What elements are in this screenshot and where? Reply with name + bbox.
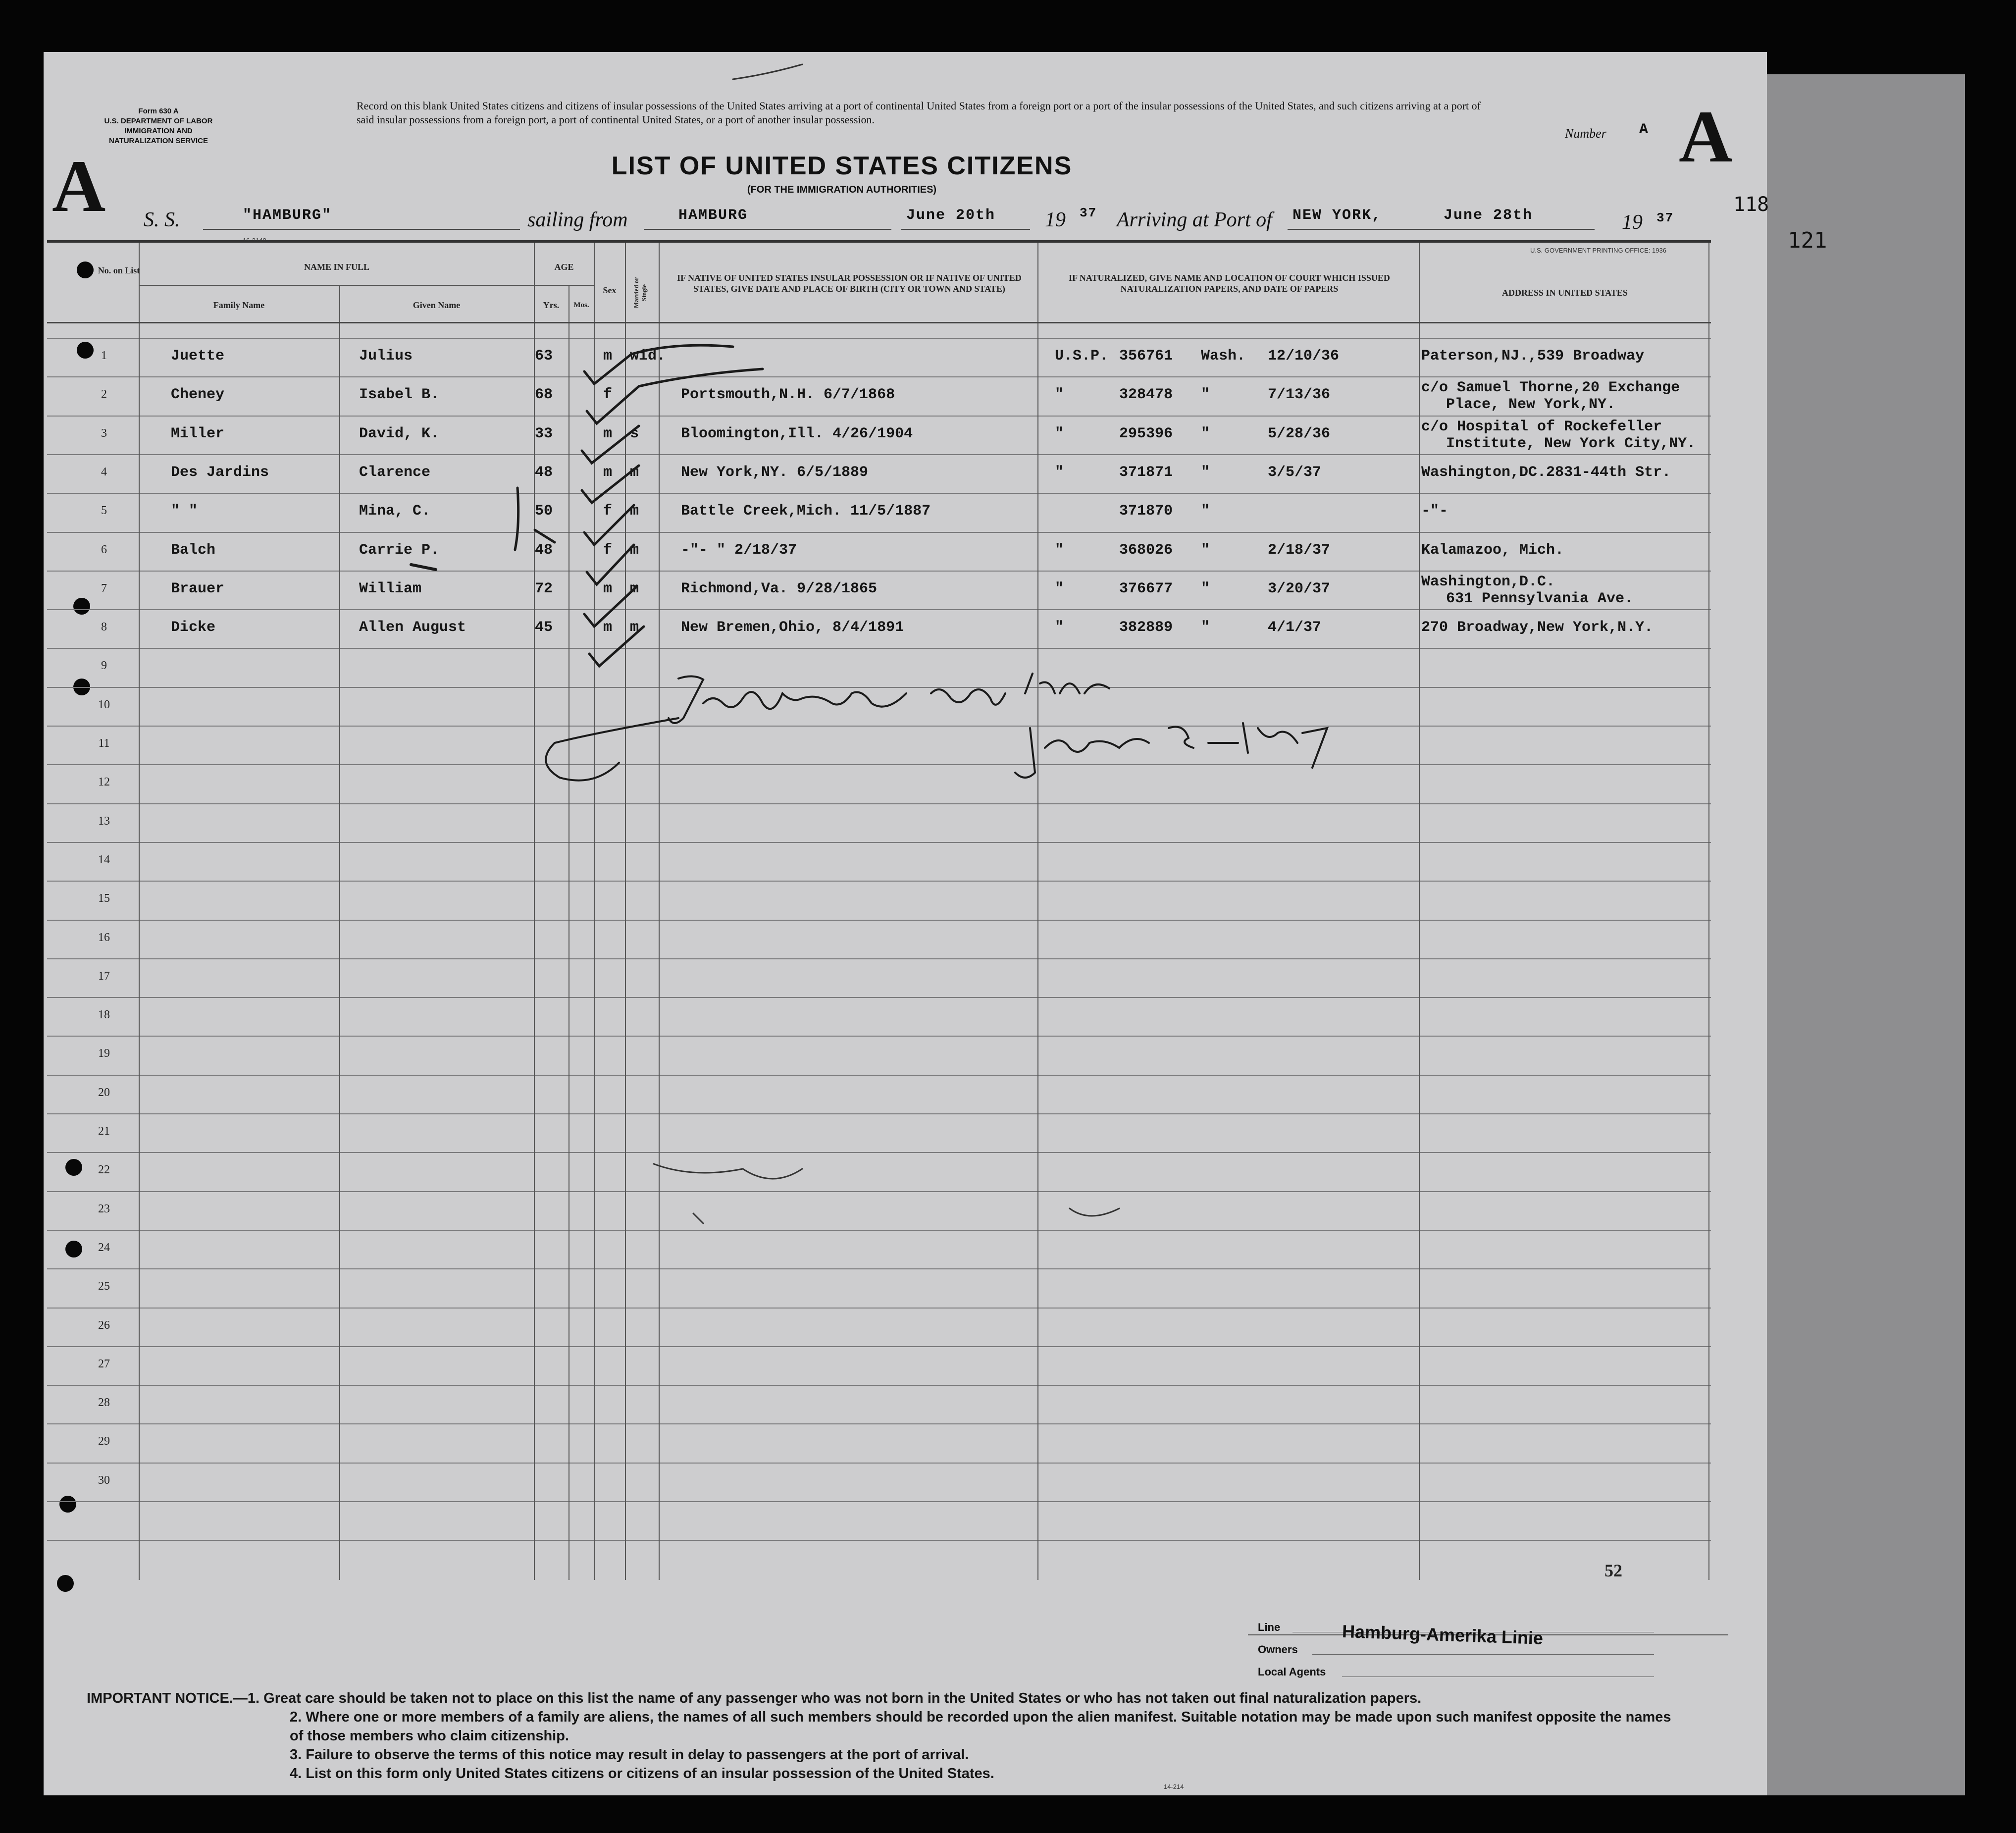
address-cell: Washington,D.C.	[1421, 573, 1555, 590]
age-cell: 72	[535, 580, 553, 597]
row-number: 20	[98, 1086, 110, 1099]
age-cell: 48	[535, 464, 553, 481]
family-name-cell: Cheney	[171, 386, 225, 404]
address-cell: Washington,DC.2831-44th Str.	[1421, 464, 1671, 481]
number-label: Number	[1565, 126, 1606, 141]
family-name-cell: Brauer	[171, 580, 225, 597]
family-name-cell: Miller	[171, 425, 225, 442]
court-cell: "	[1055, 425, 1064, 442]
arriving-label: Arriving at Port of	[1117, 209, 1272, 231]
address-cell: -"-	[1421, 503, 1448, 520]
address-cell-2: 631 Pennsylvania Ave.	[1446, 590, 1634, 607]
list-letter-left: A	[52, 145, 106, 227]
court-location-cell: "	[1201, 464, 1210, 481]
marital-cell: s	[630, 425, 639, 442]
address-cell-2: Place, New York,NY.	[1446, 396, 1616, 414]
row-number: 9	[101, 659, 107, 673]
age-cell: 48	[535, 541, 553, 559]
arriving-year: 37	[1656, 210, 1674, 225]
row-number: 5	[101, 504, 107, 518]
address-cell: c/o Hospital of Rockefeller	[1421, 418, 1662, 435]
row-number: 12	[98, 776, 110, 789]
sex-cell: m	[603, 425, 613, 442]
underline	[1342, 1676, 1654, 1677]
row-number: 29	[98, 1435, 110, 1448]
given-name-cell: Isabel B.	[359, 386, 440, 404]
paper-number-cell: 371870	[1119, 503, 1173, 520]
address-cell: Paterson,NJ.,539 Broadway	[1421, 348, 1645, 365]
age-cell: 50	[535, 503, 553, 520]
faint-marks	[654, 64, 1119, 1223]
sex-cell: m	[603, 619, 613, 636]
col-given-name: Given Name	[413, 300, 461, 310]
court-cell: "	[1055, 464, 1064, 481]
line-label: Line	[1258, 1621, 1281, 1633]
strike-mark	[535, 530, 555, 542]
owners-label: Owners	[1258, 1643, 1298, 1656]
important-notice	[87, 1689, 1671, 1783]
col-yrs: Yrs.	[543, 300, 560, 310]
page-number: 118	[1733, 193, 1769, 216]
sex-cell: m	[603, 348, 613, 365]
paper-number-cell: 328478	[1119, 386, 1173, 404]
check-mark	[582, 466, 639, 503]
age-cell: 68	[535, 386, 553, 404]
col-naturalized: IF NATURALIZED, GIVE NAME AND LOCATION OF COURT WHICH ISSUED NATURALIZATION PAPERS, AND DATE OF PAPERS	[1069, 273, 1390, 294]
row-number: 3	[101, 426, 107, 440]
paper-number-cell: 356761	[1119, 348, 1173, 365]
local-agents-label: Local Agents	[1258, 1666, 1326, 1678]
arriving-port: NEW YORK,	[1292, 207, 1382, 224]
given-name-cell: David, K.	[359, 425, 440, 442]
page-title: LIST OF UNITED STATES CITIZENS	[611, 152, 1073, 180]
row-number: 17	[98, 969, 110, 983]
arriving-date: June 28th	[1444, 207, 1533, 224]
paper-date-cell: 12/10/36	[1268, 348, 1340, 365]
col-mos: Mos.	[573, 301, 589, 309]
paper-number-cell: 368026	[1119, 541, 1173, 559]
year-prefix: 19	[1622, 211, 1643, 234]
given-name-cell: Carrie P.	[359, 541, 440, 559]
strike-mark	[411, 565, 436, 570]
sex-cell: f	[603, 503, 613, 520]
col-address: ADDRESS IN UNITED STATES	[1502, 288, 1628, 298]
row-number: 6	[101, 543, 107, 556]
page-subtitle: (FOR THE IMMIGRATION AUTHORITIES)	[747, 184, 937, 195]
family-name-cell: Dicke	[171, 619, 216, 636]
given-name-cell: Mina, C.	[359, 503, 431, 520]
row-number: 18	[98, 1008, 110, 1022]
birth-cell: New Bremen,Ohio, 8/4/1891	[681, 619, 904, 636]
record-instructions: Record on this blank United States citizens and citizens of insular possessions of the United States arriving at a port of continental United States from a foreign port or a port of the insular possessions of the United States, and such citizens arriving at a port of said insular possessions from a foreign port, a port of continental United States, or a port of another insular possession.	[357, 100, 1481, 126]
court-location-cell: "	[1201, 541, 1210, 559]
row-number: 4	[101, 465, 107, 478]
col-birth: IF NATIVE OF UNITED STATES INSULAR POSSESSION OR IF NATIVE OF UNITED STATES, GIVE DATE AND PLACE OF BIRTH (CITY OR TOWN AND STATE)	[677, 273, 1022, 294]
bracket-mark	[515, 488, 518, 550]
row-number: 1	[101, 349, 107, 362]
check-mark	[582, 426, 639, 463]
gov-print: U.S. GOVERNMENT PRINTING OFFICE: 1936	[1530, 247, 1666, 254]
notice-item: 3. Failure to observe the terms of this notice may result in delay to passengers at the port of arrival.	[290, 1747, 969, 1763]
sex-cell: f	[603, 541, 613, 559]
paper-date-cell: 4/1/37	[1268, 619, 1322, 636]
ship-name: "HAMBURG"	[243, 207, 332, 224]
check-marks	[411, 345, 763, 666]
col-family-name: Family Name	[213, 300, 265, 310]
row-number: 13	[98, 814, 110, 828]
birth-cell: New York,NY. 6/5/1889	[681, 464, 869, 481]
row-number: 26	[98, 1318, 110, 1332]
paper-date-cell: 3/5/37	[1268, 464, 1322, 481]
row-number: 15	[98, 892, 110, 905]
row-number: 7	[101, 581, 107, 595]
birth-cell: Richmond,Va. 9/28/1865	[681, 580, 878, 597]
row-number: 11	[98, 737, 110, 750]
sex-cell: m	[603, 464, 613, 481]
court-location-cell: "	[1201, 619, 1210, 636]
row-number: 10	[98, 698, 110, 711]
col-name-in-full: NAME IN FULL	[304, 262, 369, 272]
col-married: Married or Single	[632, 277, 648, 309]
service-line: NATURALIZATION SERVICE	[108, 137, 208, 145]
paper-number-cell: 382889	[1119, 619, 1173, 636]
court-cell: "	[1055, 619, 1064, 636]
paper-number-cell: 371871	[1119, 464, 1173, 481]
birth-cell: Battle Creek,Mich. 11/5/1887	[681, 503, 931, 520]
court-location-cell: "	[1201, 425, 1210, 442]
notice-code: 14-214	[1164, 1783, 1184, 1790]
row-number: 2	[101, 388, 107, 401]
court-cell: "	[1055, 386, 1064, 404]
given-name-cell: William	[359, 580, 422, 597]
notice-item: —1. Great care should be taken not to place on this list the name of any passenger who was not born in the United States or who has not taken out final naturalization papers.	[233, 1690, 1422, 1706]
row-number: 21	[98, 1125, 110, 1138]
check-mark	[587, 369, 763, 423]
age-cell: 63	[535, 348, 553, 365]
birth-cell: Bloomington,Ill. 4/26/1904	[681, 425, 913, 442]
address-cell: 270 Broadway,New York,N.Y.	[1421, 619, 1654, 636]
col-no: No. on List	[98, 265, 140, 275]
col-age: AGE	[554, 262, 574, 272]
sailing-date: June 20th	[906, 207, 996, 224]
list-letter-right: A	[1679, 96, 1733, 178]
row-number: 30	[98, 1473, 110, 1487]
sex-cell: f	[603, 386, 613, 404]
ship-prefix: S. S.	[144, 209, 180, 231]
court-location-cell: "	[1201, 386, 1210, 404]
paper-number-cell: 376677	[1119, 580, 1173, 597]
address-cell: c/o Samuel Thorne,20 Exchange	[1421, 379, 1680, 397]
address-cell-2: Institute, New York City,NY.	[1446, 435, 1696, 452]
year-prefix: 19	[1045, 209, 1066, 231]
row-number: 23	[98, 1202, 110, 1215]
handwritten-signature	[546, 674, 1327, 781]
department: U.S. DEPARTMENT OF LABOR	[104, 117, 213, 125]
court-location-cell: "	[1201, 580, 1210, 597]
age-cell: 33	[535, 425, 553, 442]
row-number: 22	[98, 1163, 110, 1177]
given-name-cell: Julius	[359, 348, 413, 365]
court-cell: "	[1055, 541, 1064, 559]
address-cell: Kalamazoo, Mich.	[1421, 541, 1564, 559]
sailing-year: 37	[1080, 206, 1097, 220]
row-number: 14	[98, 853, 110, 866]
check-mark	[584, 587, 636, 627]
sailing-from: HAMBURG	[678, 207, 748, 224]
age-cell: 45	[535, 619, 553, 636]
family-name-cell: Balch	[171, 541, 216, 559]
row-number: 24	[98, 1241, 110, 1254]
check-mark	[584, 505, 634, 545]
family-name-cell: Juette	[171, 348, 225, 365]
check-mark	[587, 545, 634, 584]
paper-date-cell: 7/13/36	[1268, 386, 1331, 404]
birth-cell: Portsmouth,N.H. 6/7/1868	[681, 386, 895, 404]
notice-item: 4. List on this form only United States citizens or citizens of an insular possession of the United States.	[290, 1766, 994, 1781]
underline	[1312, 1654, 1654, 1655]
family-name-cell: Des Jardins	[171, 464, 269, 481]
sailing-label: sailing from	[527, 209, 628, 231]
row-number: 25	[98, 1280, 110, 1293]
check-mark	[584, 345, 733, 384]
marital-cell: m	[630, 580, 639, 597]
row-number: 16	[98, 931, 110, 944]
court-cell: "	[1055, 580, 1064, 597]
court-location-cell: "	[1201, 503, 1210, 520]
court-cell: U.S.P.	[1055, 348, 1109, 365]
given-name-cell: Allen August	[359, 619, 466, 636]
row-number: 8	[101, 621, 107, 634]
service-line: IMMIGRATION AND	[124, 127, 193, 135]
footer-page-number: 52	[1604, 1561, 1622, 1580]
tab-number: 121	[1788, 228, 1827, 253]
marital-cell: m	[630, 541, 639, 559]
check-mark	[589, 627, 644, 666]
notice-lead: IMPORTANT NOTICE.	[87, 1690, 233, 1706]
notice-item: 2. Where one or more members of a family are aliens, the names of all such members should be recorded upon the alien manifest. Suitable notation may be made upon such manifest opposite the names of those members who claim citizenship.	[290, 1709, 1671, 1744]
number-value: A	[1639, 121, 1650, 138]
marital-cell: m	[630, 464, 639, 481]
birth-cell: -"- " 2/18/37	[681, 541, 797, 559]
paper-date-cell: 5/28/36	[1268, 425, 1331, 442]
line-stamp: Hamburg-Amerika Linie	[1342, 1621, 1544, 1649]
marital-cell: wid.	[630, 348, 666, 365]
paper-date-cell: 3/20/37	[1268, 580, 1331, 597]
given-name-cell: Clarence	[359, 464, 431, 481]
sex-cell: m	[603, 580, 613, 597]
row-number: 27	[98, 1357, 110, 1370]
row-number: 19	[98, 1047, 110, 1060]
marital-cell: m	[630, 619, 639, 636]
marital-cell: m	[630, 503, 639, 520]
row-number: 28	[98, 1396, 110, 1410]
court-location-cell: Wash.	[1201, 348, 1246, 365]
family-name-cell: " "	[171, 503, 198, 520]
form-number: Form 630 A	[138, 107, 179, 115]
col-sex: Sex	[603, 285, 617, 295]
paper-number-cell: 295396	[1119, 425, 1173, 442]
paper-date-cell: 2/18/37	[1268, 541, 1331, 559]
